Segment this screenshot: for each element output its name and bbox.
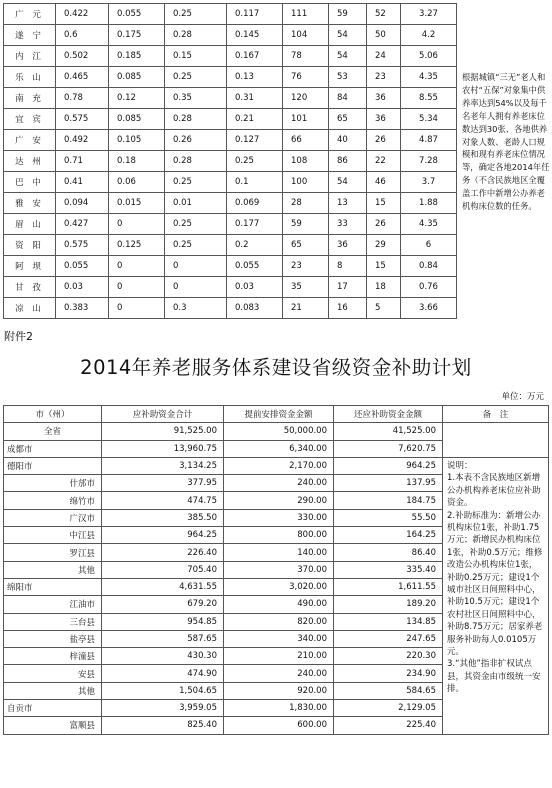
task-note: 根据城镇“三无”老人和农村“五保”对象集中供养率达到54%以及每千名老年人拥有养老床位数达到30张、各地供养对象人数、老龄人口规模和现有养老床位情况等，确定各地2014年任务（不含民族地区全覆盖工作中新增公办养老机构床位数的任务。 [462,72,550,212]
table-cell: 3.27 [401,4,457,25]
table-cell: 54 [329,172,367,193]
table-cell: 0.28 [165,151,227,172]
table-cell: 0.28 [165,25,227,46]
table-row [4,109,457,130]
region-name: 安县 [4,665,102,682]
region-name: 盐亭县 [4,630,102,647]
table-cell: 0.13 [227,67,283,88]
amount-total: 587.65 [102,630,224,647]
table-cell: 0.41 [56,172,109,193]
amount-advance: 600.00 [224,717,334,734]
table-cell: 21 [283,298,329,319]
table-cell: 0.1 [227,172,283,193]
amount-remaining: 964.25 [334,457,443,474]
region-name: 雅 安 [4,193,56,214]
table-cell: 52 [367,4,401,25]
region-name: 广 安 [4,130,56,151]
table-cell: 0.055 [109,4,165,25]
table-cell: 0.055 [227,256,283,277]
table-row [4,151,457,172]
table-cell: 0.085 [109,109,165,130]
table-cell: 0.26 [165,130,227,151]
amount-remaining: 184.75 [334,492,443,509]
table-cell: 84 [329,88,367,109]
table-cell: 0.03 [56,277,109,298]
region-name: 富顺县 [4,717,102,734]
table-cell: 76 [283,67,329,88]
amount-advance: 1,830.00 [224,700,334,717]
amount-total: 91,525.00 [102,423,224,440]
table-cell: 0.069 [227,193,283,214]
table-cell: 0.76 [401,277,457,298]
header-city: 市（州） [4,406,102,423]
table-cell: 65 [283,235,329,256]
table-cell: 0.25 [227,151,283,172]
table-cell: 0.492 [56,130,109,151]
table-row [4,4,457,25]
table-cell: 66 [283,130,329,151]
amount-advance: 2,170.00 [224,457,334,474]
region-name: 巴 中 [4,172,56,193]
table-cell: 0.35 [165,88,227,109]
table-cell: 0.03 [227,277,283,298]
region-name: 自贡市 [4,700,102,717]
region-name: 全省 [4,423,102,440]
table-row [4,193,457,214]
table-row [4,298,457,319]
table-row [4,457,549,474]
unit-label: 单位：万元 [501,392,544,402]
table-cell: 54 [329,25,367,46]
table-cell: 0.71 [56,151,109,172]
amount-remaining: 2,129.05 [334,700,443,717]
amount-total: 825.40 [102,717,224,734]
table-cell: 4.2 [401,25,457,46]
table-cell: 0.3 [165,298,227,319]
table-cell: 26 [367,130,401,151]
region-name: 中江县 [4,527,102,544]
table-cell: 0.117 [227,4,283,25]
amount-advance: 140.00 [224,544,334,561]
amount-remaining: 55.50 [334,509,443,526]
table-cell: 100 [283,172,329,193]
table-cell: 104 [283,25,329,46]
amount-total: 226.40 [102,544,224,561]
amount-total: 385.50 [102,509,224,526]
amount-total: 474.90 [102,665,224,682]
amount-total: 3,134.25 [102,457,224,474]
table-cell: 26 [367,214,401,235]
table-cell: 18 [367,277,401,298]
table-row [4,172,457,193]
table-cell: 0 [165,277,227,298]
table-cell: 35 [283,277,329,298]
table-cell: 4.35 [401,67,457,88]
table-cell: 16 [329,298,367,319]
region-name: 宜 宾 [4,109,56,130]
table-cell: 0.15 [165,46,227,67]
table-cell: 5.06 [401,46,457,67]
amount-remaining: 164.25 [334,527,443,544]
table-cell: 0.083 [227,298,283,319]
table-cell: 0.25 [165,4,227,25]
table-cell: 13 [329,193,367,214]
amount-advance: 330.00 [224,509,334,526]
table-cell: 0.25 [165,67,227,88]
region-name: 梓潼县 [4,648,102,665]
amount-remaining: 189.20 [334,596,443,613]
table-cell: 0.31 [227,88,283,109]
table-cell: 4.87 [401,130,457,151]
amount-advance: 290.00 [224,492,334,509]
table-cell: 28 [283,193,329,214]
region-name: 三台县 [4,613,102,630]
table-cell: 6 [401,235,457,256]
table-row [4,235,457,256]
amount-total: 964.25 [102,527,224,544]
region-name: 资 阳 [4,235,56,256]
region-name: 遂 宁 [4,25,56,46]
amount-advance: 3,020.00 [224,578,334,595]
subsidy-table [3,405,549,735]
table-row [4,67,457,88]
amount-remaining: 234.90 [334,665,443,682]
remark-cell-empty [443,423,549,458]
table-cell: 40 [329,130,367,151]
table-cell: 0 [109,256,165,277]
header-remaining: 还应补助资金金额 [334,406,443,423]
table-cell: 15 [367,256,401,277]
table-cell: 0.2 [227,235,283,256]
table-cell: 22 [367,151,401,172]
table-cell: 17 [329,277,367,298]
table-cell: 0.422 [56,4,109,25]
table-cell: 0.21 [227,109,283,130]
table-cell: 3.66 [401,298,457,319]
table-row [4,423,549,440]
region-name: 南 充 [4,88,56,109]
table-cell: 36 [329,235,367,256]
amount-advance: 490.00 [224,596,334,613]
table-cell: 8.55 [401,88,457,109]
table-cell: 50 [367,25,401,46]
table-cell: 0.094 [56,193,109,214]
table-cell: 0.127 [227,130,283,151]
amount-total: 474.75 [102,492,224,509]
table-cell: 5.34 [401,109,457,130]
amount-remaining: 584.65 [334,682,443,699]
amount-advance: 240.00 [224,475,334,492]
table-cell: 59 [283,214,329,235]
region-name: 其他 [4,561,102,578]
table-cell: 0.25 [165,214,227,235]
table-row [4,46,457,67]
table-cell: 0.015 [109,193,165,214]
table-cell: 120 [283,88,329,109]
table-cell: 0.502 [56,46,109,67]
amount-advance: 820.00 [224,613,334,630]
table-header-row [4,406,549,423]
amount-total: 1,504.65 [102,682,224,699]
table-row [4,88,457,109]
table-cell: 0.175 [109,25,165,46]
table-row [4,277,457,298]
amount-total: 679.20 [102,596,224,613]
table-cell: 0.383 [56,298,109,319]
amount-remaining: 41,525.00 [334,423,443,440]
amount-advance: 210.00 [224,648,334,665]
table-row [4,214,457,235]
region-name: 达 州 [4,151,56,172]
table-cell: 0 [165,256,227,277]
table-cell: 0.06 [109,172,165,193]
amount-total: 3,959.05 [102,700,224,717]
amount-total: 377.95 [102,475,224,492]
table-cell: 54 [329,46,367,67]
table-cell: 36 [367,88,401,109]
amount-total: 430.30 [102,648,224,665]
region-name: 眉 山 [4,214,56,235]
amount-advance: 6,340.00 [224,440,334,457]
region-name: 江油市 [4,596,102,613]
table-cell: 53 [329,67,367,88]
table-cell: 0.12 [109,88,165,109]
table-cell: 0.6 [56,25,109,46]
region-name: 内 江 [4,46,56,67]
region-name: 凉 山 [4,298,56,319]
table-cell: 23 [367,67,401,88]
table-cell: 0.427 [56,214,109,235]
amount-remaining: 1,611.55 [334,578,443,595]
table-cell: 0.575 [56,109,109,130]
table-cell: 1.88 [401,193,457,214]
amount-remaining: 134.85 [334,613,443,630]
table-cell: 0.575 [56,235,109,256]
region-name: 德阳市 [4,457,102,474]
amount-advance: 800.00 [224,527,334,544]
table-cell: 0.125 [109,235,165,256]
table-cell: 0.84 [401,256,457,277]
table-cell: 33 [329,214,367,235]
header-remark: 备 注 [443,406,549,423]
table-cell: 108 [283,151,329,172]
table-cell: 111 [283,4,329,25]
region-name: 什邡市 [4,475,102,492]
table-cell: 15 [367,193,401,214]
table-cell: 65 [329,109,367,130]
table-cell: 0.01 [165,193,227,214]
table-cell: 0.177 [227,214,283,235]
amount-remaining: 220.30 [334,648,443,665]
table-row [4,25,457,46]
table-cell: 3.7 [401,172,457,193]
header-total: 应补助资金合计 [102,406,224,423]
amount-remaining: 247.65 [334,630,443,647]
amount-remaining: 335.40 [334,561,443,578]
table-cell: 0 [109,277,165,298]
table-cell: 46 [367,172,401,193]
table-cell: 0.185 [109,46,165,67]
table-cell: 8 [329,256,367,277]
table-cell: 0 [109,214,165,235]
region-name: 乐 山 [4,67,56,88]
table-cell: 24 [367,46,401,67]
amount-advance: 370.00 [224,561,334,578]
region-name: 其他 [4,682,102,699]
amount-advance: 340.00 [224,630,334,647]
page-title: 2014年养老服务体系建设省级资金补助计划 [80,356,472,379]
region-name: 甘 孜 [4,277,56,298]
table-cell: 0.28 [165,109,227,130]
table-row [4,130,457,151]
region-name: 罗江县 [4,544,102,561]
amount-total: 705.40 [102,561,224,578]
amount-advance: 240.00 [224,665,334,682]
amount-remaining: 86.40 [334,544,443,561]
table-cell: 0.145 [227,25,283,46]
region-name: 广汉市 [4,509,102,526]
table-cell: 23 [283,256,329,277]
amount-advance: 50,000.00 [224,423,334,440]
county-task-table [3,3,457,319]
region-name: 成都市 [4,440,102,457]
amount-remaining: 225.40 [334,717,443,734]
table-cell: 0.085 [109,67,165,88]
table-cell: 0.167 [227,46,283,67]
amount-total: 4,631.55 [102,578,224,595]
region-name: 阿 坝 [4,256,56,277]
table-cell: 5 [367,298,401,319]
table-cell: 101 [283,109,329,130]
table-cell: 0.78 [56,88,109,109]
table-cell: 0.055 [56,256,109,277]
amount-total: 13,960.75 [102,440,224,457]
table-cell: 36 [367,109,401,130]
table-cell: 0.465 [56,67,109,88]
amount-total: 954.85 [102,613,224,630]
table-cell: 29 [367,235,401,256]
remark-note: 说明： 1.本表不含民族地区新增公办机构养老床位应补助资金。 2.补助标准为：新增公办机构床位1张，补助1.75万元；新增民办机构床位1张，补助0.5万元；维修改造公办机构床位1张，补助0.25万元；建设1个城市社区日间照料中心，补助10.5万元；建设1个农村社区日间照料中心，补助8.75万元；居家养老服务补助每人0.0105万元。 3.“其他”指非扩权试点县，其资金由市级统一安排。 [443,457,549,734]
table-cell: 86 [329,151,367,172]
attachment-label: 附件2 [4,330,33,343]
table-row [4,256,457,277]
table-cell: 0.105 [109,130,165,151]
table-cell: 4.35 [401,214,457,235]
region-name: 广 元 [4,4,56,25]
table-cell: 0.25 [165,172,227,193]
table-cell: 0.25 [165,235,227,256]
table-cell: 78 [283,46,329,67]
amount-advance: 920.00 [224,682,334,699]
region-name: 绵竹市 [4,492,102,509]
table-cell: 0 [109,298,165,319]
amount-remaining: 7,620.75 [334,440,443,457]
header-advance: 提前安排资金金额 [224,406,334,423]
region-name: 绵阳市 [4,578,102,595]
table-cell: 0.18 [109,151,165,172]
table-cell: 7.28 [401,151,457,172]
table-cell: 59 [329,4,367,25]
amount-remaining: 137.95 [334,475,443,492]
